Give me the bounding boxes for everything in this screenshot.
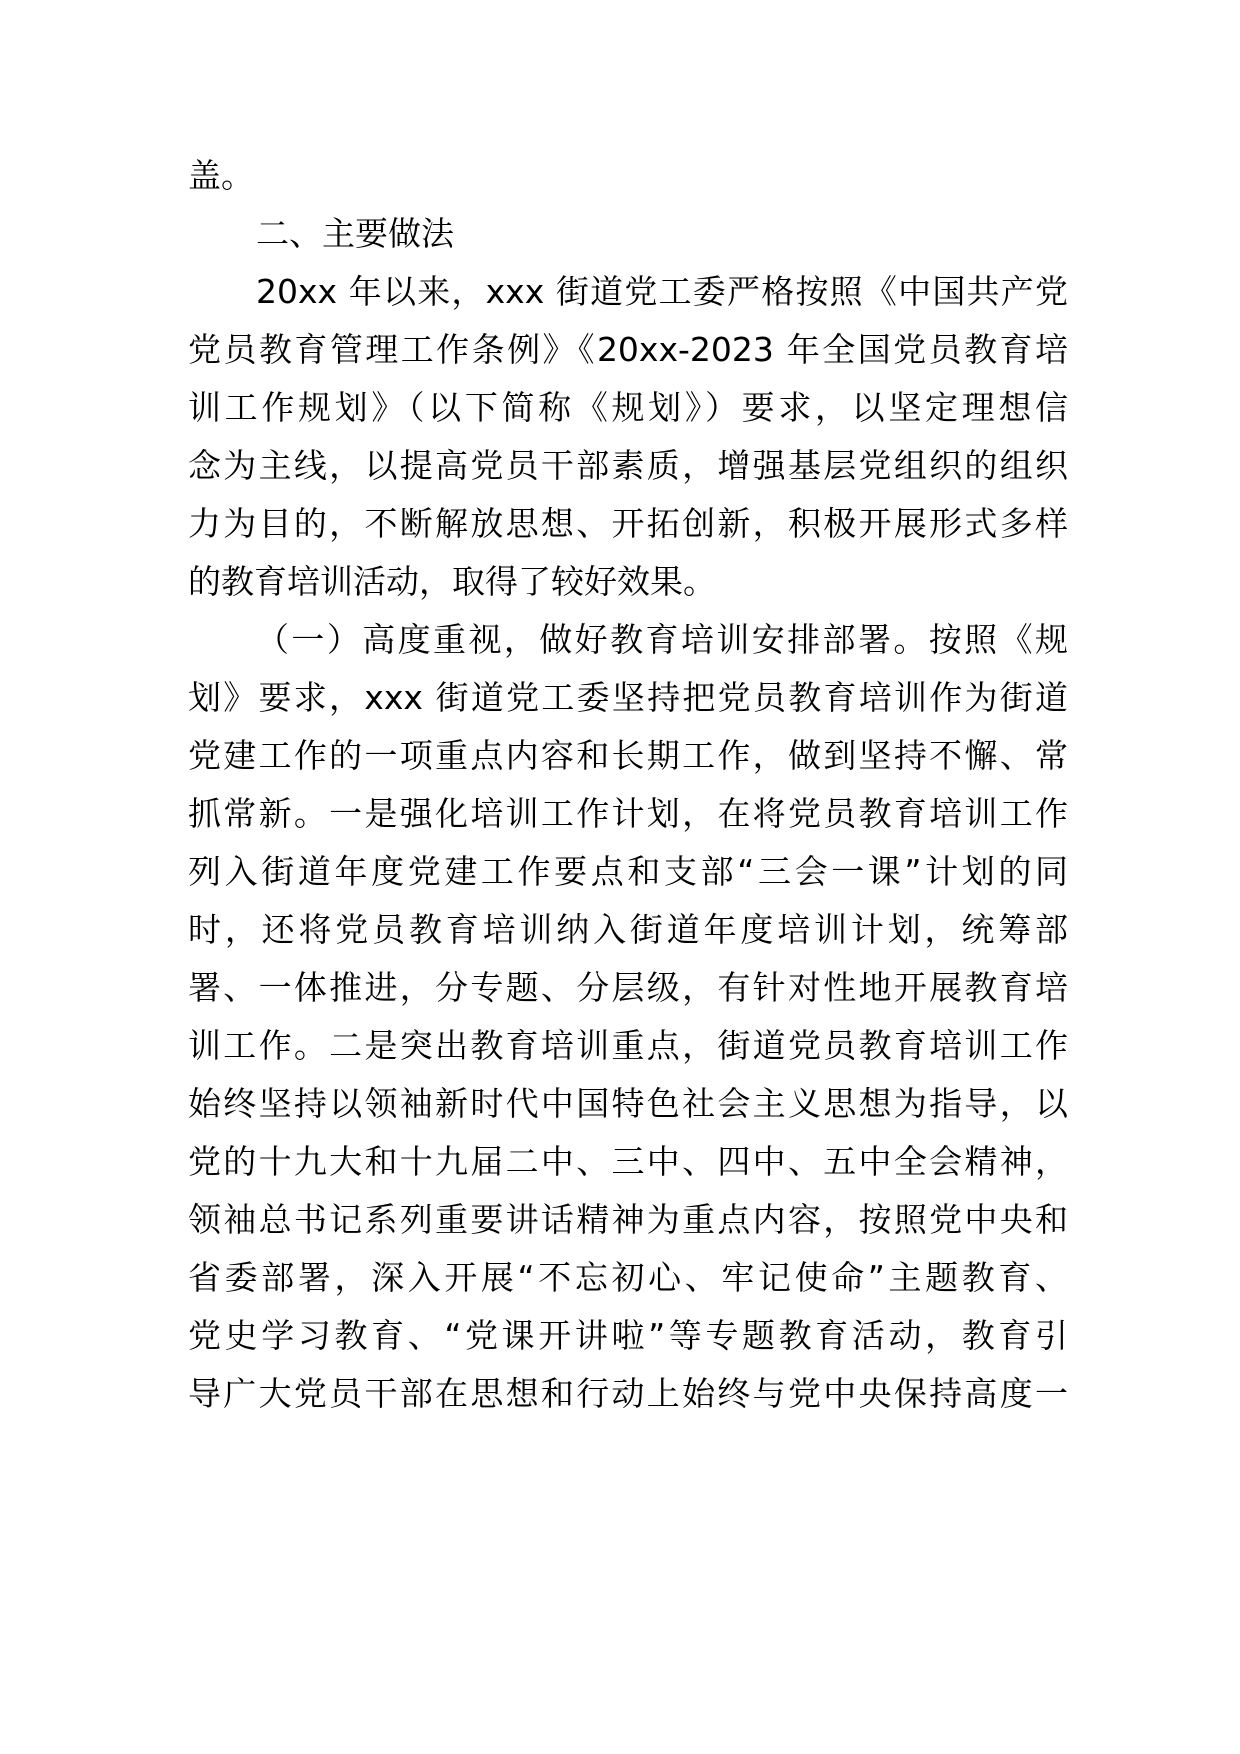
text-line-6: 念为主线，以提高党员干部素质，增强基层党组织的组织 [188, 446, 1068, 485]
text-line-18: 党的十九大和十九届二中、三中、四中、五中全会精神， [188, 1142, 1068, 1181]
text-line-11: 党建工作的一项重点内容和长期工作，做到坚持不懈、常 [188, 736, 1068, 775]
text-line-4: 党员教育管理工作条例》《20xx-2023 年全国党员教育培 [188, 330, 1068, 369]
text-line-17: 始终坚持以领袖新时代中国特色社会主义思想为指导，以 [188, 1084, 1068, 1123]
text-line-3: 20xx 年以来，xxx 街道党工委严格按照《中国共产党 [256, 272, 1068, 311]
text-line-19: 领袖总书记系列重要讲话精神为重点内容，按照党中央和 [188, 1200, 1068, 1239]
text-line-16: 训工作。二是突出教育培训重点，街道党员教育培训工作 [188, 1026, 1068, 1065]
text-line-13: 列入街道年度党建工作要点和支部“三会一课”计划的同 [188, 852, 1068, 891]
text-line-1: 盖。 [188, 156, 254, 195]
text-line-8: 的教育培训活动，取得了较好效果。 [188, 562, 716, 601]
text-line-21: 党史学习教育、“党课开讲啦”等专题教育活动，教育引 [188, 1316, 1068, 1355]
text-line-14: 时，还将党员教育培训纳入街道年度培训计划，统筹部 [188, 910, 1068, 949]
text-line-20: 省委部署，深入开展“不忘初心、牢记使命”主题教育、 [188, 1258, 1068, 1297]
text-line-15: 署、一体推进，分专题、分层级，有针对性地开展教育培 [188, 968, 1068, 1007]
text-line-22: 导广大党员干部在思想和行动上始终与党中央保持高度一 [188, 1374, 1068, 1413]
text-line-10: 划》要求，xxx 街道党工委坚持把党员教育培训作为街道 [188, 678, 1068, 717]
text-line-7: 力为目的，不断解放思想、开拓创新，积极开展形式多样 [188, 504, 1068, 543]
text-line-5: 训工作规划》（以下简称《规划》）要求，以坚定理想信 [188, 388, 1068, 427]
section-heading: 二、主要做法 [256, 214, 454, 253]
subheading-line: （一）高度重视，做好教育培训安排部署。按照《规 [256, 620, 1068, 659]
text-line-12: 抓常新。一是强化培训工作计划，在将党员教育培训工作 [188, 794, 1068, 833]
